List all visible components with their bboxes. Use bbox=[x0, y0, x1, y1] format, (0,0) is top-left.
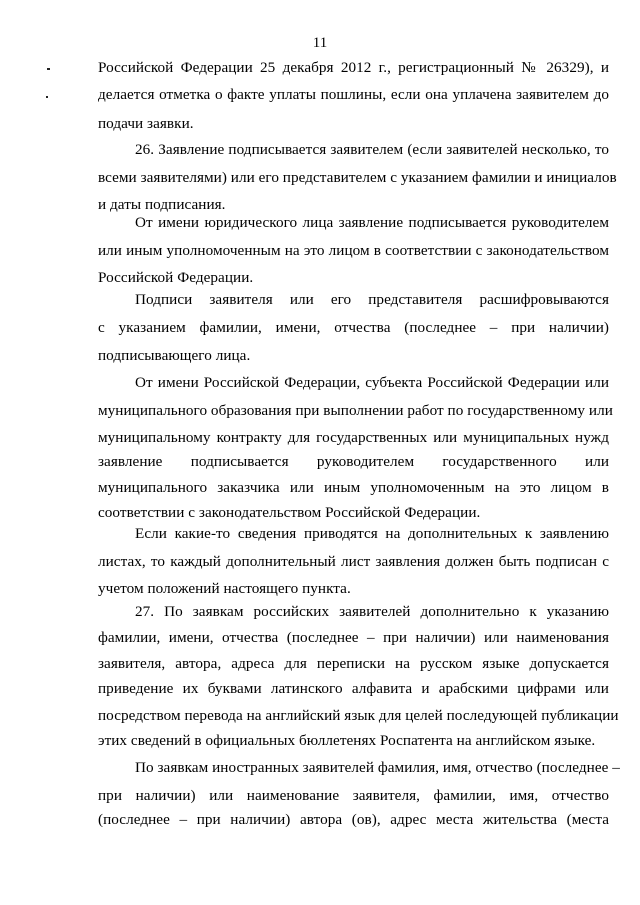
paragraph-line: и даты подписания. bbox=[98, 196, 226, 213]
paragraph-line: фамилии, имени, отчества (последнее – при наличии) или наименования bbox=[98, 629, 609, 646]
paragraph-line: учетом положений настоящего пункта. bbox=[98, 580, 351, 597]
paragraph-line: при наличии) или наименование заявителя, фамилии, имя, отчество bbox=[98, 787, 609, 804]
paragraph-line: или иным уполномоченным на это лицом в соответствии с законодательством bbox=[98, 242, 609, 259]
paragraph-line: листах, то каждый дополнительный лист заявления должен быть подписан с bbox=[98, 553, 609, 570]
paragraph-line: муниципального образования при выполнении работ по государственному или bbox=[98, 402, 613, 419]
paragraph-line: заявление подписывается руководителем государственного или bbox=[98, 453, 609, 470]
paragraph-line: с указанием фамилии, имени, отчества (последнее – при наличии) bbox=[98, 319, 609, 336]
paragraph-first-line: 26. Заявление подписывается заявителем (если заявителей несколько, то bbox=[135, 141, 609, 158]
paragraph-first-line: По заявкам иностранных заявителей фамилия, имя, отчество (последнее – bbox=[135, 759, 620, 776]
paragraph-line: Российской Федерации. bbox=[98, 269, 254, 286]
paragraph-line: этих сведений в официальных бюллетенях Роспатента на английском языке. bbox=[98, 732, 596, 749]
paragraph-first-line: Подписи заявителя или его представителя расшифровываются bbox=[135, 291, 609, 308]
paragraph-first-line: От имени Российской Федерации, субъекта Российской Федерации или bbox=[135, 374, 609, 391]
scan-mark bbox=[47, 68, 50, 70]
paragraph-first-line: 27. По заявкам российских заявителей дополнительно к указанию bbox=[135, 603, 609, 620]
page-number: 11 bbox=[312, 35, 328, 51]
paragraph-line: всеми заявителями) или его представителем с указанием фамилии и инициалов bbox=[98, 169, 617, 186]
paragraph-line: посредством перевода на английский язык для целей последующей публикации bbox=[98, 707, 619, 724]
paragraph-line: подачи заявки. bbox=[98, 115, 194, 132]
paragraph-line: Российской Федерации 25 декабря 2012 г., регистрационный № 26329), и bbox=[98, 59, 609, 76]
paragraph-line: муниципального заказчика или иным уполномоченным на это лицом в bbox=[98, 479, 609, 496]
paragraph-line: приведение их буквами латинского алфавита и арабскими цифрами или bbox=[98, 680, 609, 697]
paragraph-first-line: Если какие-то сведения приводятся на дополнительных к заявлению bbox=[135, 525, 609, 542]
paragraph-line: муниципальному контракту для государственных или муниципальных нужд bbox=[98, 429, 609, 446]
paragraph-line: (последнее – при наличии) автора (ов), адрес места жительства (места bbox=[98, 811, 609, 828]
paragraph-first-line: От имени юридического лица заявление подписывается руководителем bbox=[135, 214, 609, 231]
paragraph-line: делается отметка о факте уплаты пошлины, если она уплачена заявителем до bbox=[98, 86, 609, 103]
paragraph-line: подписывающего лица. bbox=[98, 347, 251, 364]
paragraph-line: заявителя, автора, адреса для переписки на русском языке допускается bbox=[98, 655, 609, 672]
scan-mark bbox=[46, 96, 48, 98]
paragraph-line: соответствии с законодательством Российской Федерации. bbox=[98, 504, 481, 521]
